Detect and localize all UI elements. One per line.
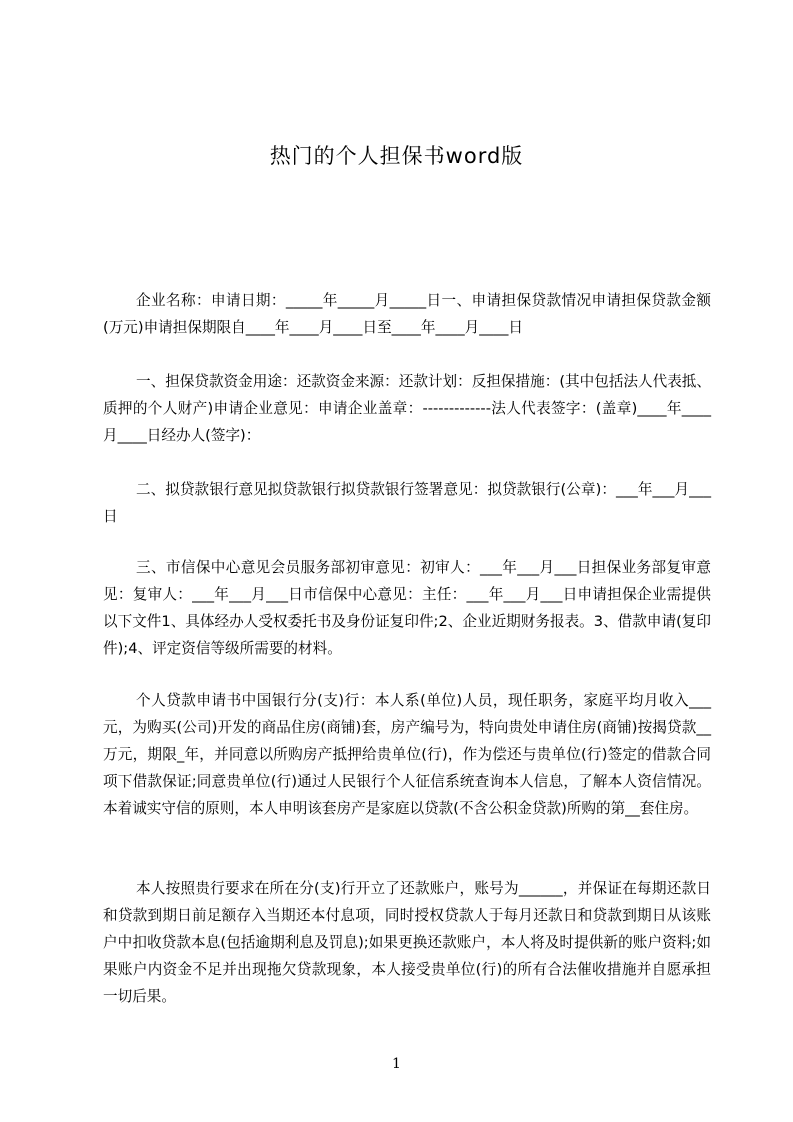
page-number: 1 xyxy=(392,1056,401,1072)
paragraph-loan-application: 个人贷款申请书中国银行分(支)行：本人系(单位)人员，现任职务，家庭平均月收入___元，为购买(公司)开发的商品住房(商铺)套，房产编号为，特向贵处申请住房(商铺)按揭贷款__万元，期限_年，并同意以所购房产抵押给贵单位(行)，作为偿还与贵单位(行)签定的借款合同项下借款保证;同意贵单位(行)通过人民银行个人征信系统查询本人信息，了解本人资信情况。本着诚实守信的原则，本人申明该套房产是家庭以贷款(不含公积金贷款)所购的第__套住房。 xyxy=(103,692,711,817)
paragraph-section-two: 二、拟贷款银行意见拟贷款银行拟贷款银行签署意见：拟贷款银行(公章)：___年___月___日 xyxy=(103,481,711,525)
document-title: 热门的个人担保书word版 xyxy=(269,144,524,168)
paragraph-application-info: 企业名称：申请日期：_____年_____月_____日一、申请担保贷款情况申请担保贷款金额(万元)申请担保期限自____年____月____日至____年____月____日 xyxy=(103,292,711,336)
paragraph-repayment-account: 本人按照贵行要求在所在分(支)行开立了还款账户，账号为______，并保证在每期还款日和贷款到期日前足额存入当期还本付息项，同时授权贷款人于每月还款日和贷款到期日从该账户中扣收贷款本息(包括逾期利息及罚息);如果更换还款账户，本人将及时提供新的账户资料;如果账户内资金不足并出现拖欠贷款现象，本人接受贵单位(行)的所有合法催收措施并自愿承担一切后果。 xyxy=(103,880,711,1005)
paragraph-section-one: 一、担保贷款资金用途：还款资金来源：还款计划：反担保措施：(其中包括法人代表抵、质押的个人财产)申请企业意见：申请企业盖章：-------------法人代表签字：(盖章)____年____月____日经办人(签字)： xyxy=(103,373,711,444)
paragraph-section-three: 三、市信保中心意见会员服务部初审意见：初审人：___年___月___日担保业务部复审意见：复审人：___年___月___日市信保中心意见：主任：___年___月___日申请担保企业需提供以下文件1、具体经办人受权委托书及身份证复印件;2、企业近期财务报表。3、借款申请(复印件);4、评定资信等级所需要的材料。 xyxy=(103,559,711,657)
